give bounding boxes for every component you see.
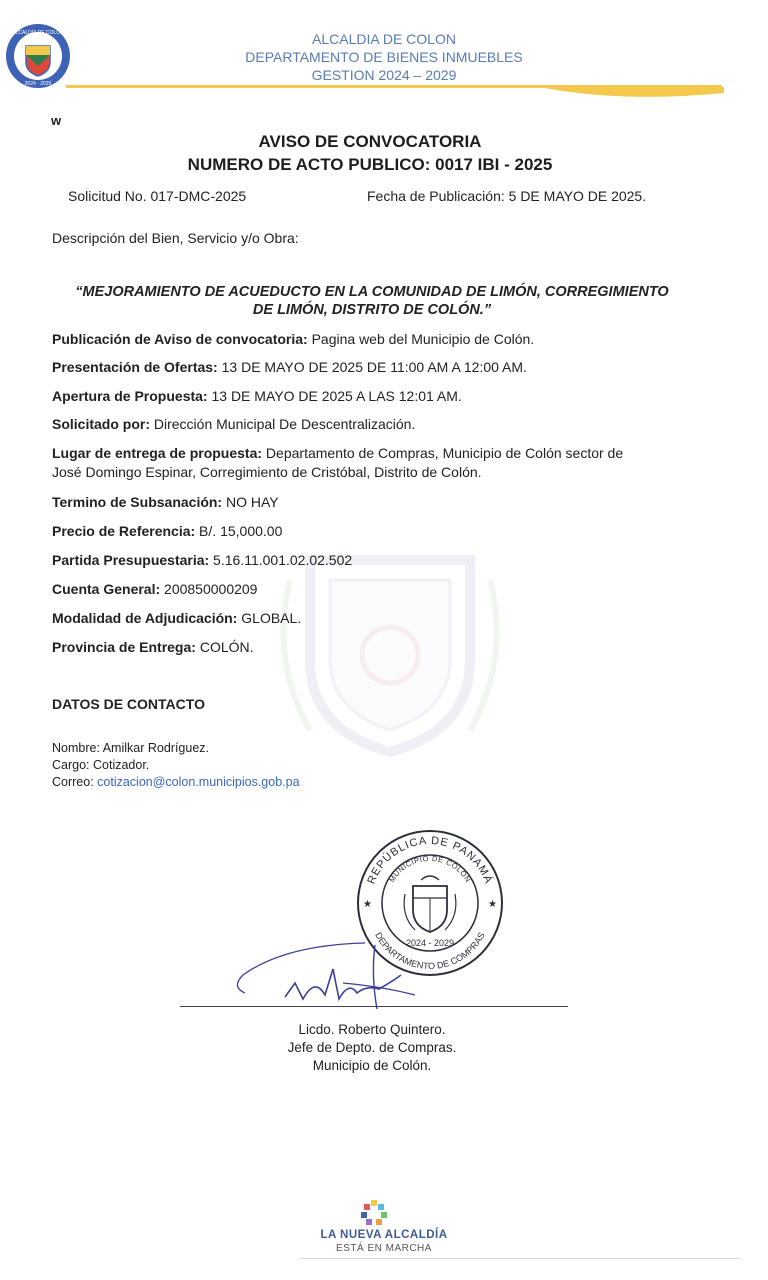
- field-label: Termino de Subsanación:: [52, 494, 223, 510]
- field-label: Modalidad de Adjudicación:: [52, 610, 238, 626]
- field-publicacion: [52, 331, 534, 347]
- field-provincia: [52, 639, 254, 655]
- stamp-bottom-text: DEPARTAMENTO DE COMPRAS: [373, 930, 487, 972]
- contact-email-row: [52, 774, 300, 791]
- field-label: Cuenta General:: [52, 581, 161, 597]
- field-value: NO HAY: [222, 494, 279, 510]
- contact-email-link[interactable]: cotizacion@colon.municipios.gob.pa: [97, 775, 300, 789]
- solicitud-number: Solicitud No. 017-DMC-2025: [68, 188, 247, 204]
- field-label: Apertura de Propuesta:: [52, 388, 208, 404]
- field-precio: [52, 523, 282, 539]
- description-line-2: DE LIMÓN, DISTRITO DE COLÓN.”: [252, 302, 492, 318]
- field-cuenta: [52, 581, 257, 597]
- footer-divider: [300, 1258, 740, 1259]
- field-label: Solicitado por:: [52, 416, 150, 432]
- field-value: 5.16.11.001.02.02.502: [209, 552, 353, 568]
- field-value: GLOBAL.: [237, 610, 302, 626]
- field-label: Precio de Referencia:: [52, 523, 196, 539]
- field-presentacion: [52, 359, 527, 375]
- field-value: Pagina web del Municipio de Colón.: [307, 331, 535, 347]
- logo-bottom-text: 2024 · 2029: [24, 81, 52, 87]
- contact-heading: DATOS DE CONTACTO: [52, 696, 205, 712]
- description-line-1: “MEJORAMIENTO DE ACUEDUCTO EN LA COMUNIDAD DE LIMÓN, CORREGIMIENTO: [75, 284, 669, 300]
- field-value: Dirección Municipal De Descentralización.: [150, 416, 416, 432]
- field-label: Partida Presupuestaria:: [52, 552, 210, 568]
- description-label: Descripción del Bien, Servicio y/o Obra:: [52, 230, 299, 246]
- contact-email-label: Correo:: [52, 775, 98, 789]
- field-value: Departamento de Compras, Municipio de Colón sector de: [262, 445, 624, 461]
- field-value: COLÓN.: [195, 639, 254, 655]
- header-line-1: ALCALDIA DE COLON: [312, 31, 456, 47]
- field-lugar-cont: José Domingo Espinar, Corregimiento de Cristóbal, Distrito de Colón.: [52, 464, 482, 480]
- field-value: 200850000209: [160, 581, 258, 597]
- field-label: Lugar de entrega de propuesta:: [52, 445, 263, 461]
- signer-name: Licdo. Roberto Quintero.: [298, 1022, 446, 1037]
- signer-role: Jefe de Depto. de Compras.: [287, 1040, 457, 1055]
- stamp-top-text: REPÚBLICA DE PANAMÁ: [365, 834, 495, 886]
- field-apertura: [52, 388, 462, 404]
- field-lugar: [52, 445, 623, 461]
- header-line-3: GESTION 2024 – 2029: [311, 67, 457, 83]
- field-modalidad: [52, 610, 301, 626]
- signer-org: Municipio de Colón.: [312, 1058, 432, 1073]
- header-line-2: DEPARTAMENTO DE BIENES INMUEBLES: [245, 49, 523, 65]
- svg-text:MUNICIPIO DE COLÓN: [387, 854, 473, 884]
- field-subsanacion: [52, 494, 279, 510]
- header-gold-swoosh-icon: [540, 83, 724, 103]
- footer-slogan-2: ESTÁ EN MARCHA: [336, 1243, 432, 1254]
- signature-line: [180, 1006, 568, 1007]
- field-value: B/. 15,000.00: [195, 523, 283, 539]
- header-mark: w: [51, 113, 62, 128]
- stamp-years: 2024 - 2029: [405, 938, 455, 948]
- footer-slogan-1: LA NUEVA ALCALDÍA: [320, 1229, 448, 1241]
- field-label: Provincia de Entrega:: [52, 639, 196, 655]
- signature-scribble-icon: [225, 925, 455, 1015]
- logo-top-text: ALCALDÍA DE COLÓN: [12, 30, 64, 36]
- field-value: 13 DE MAYO DE 2025 A LAS 12:01 AM.: [207, 388, 462, 404]
- field-label: Presentación de Ofertas:: [52, 359, 218, 375]
- field-solicitado: [52, 416, 415, 432]
- act-number: NUMERO DE ACTO PUBLICO: 0017 IBI - 2025: [187, 155, 553, 174]
- page-title: AVISO DE CONVOCATORIA: [258, 132, 482, 151]
- stamp-inner-text: MUNICIPIO DE COLÓN: [387, 853, 473, 884]
- contact-name: Nombre: Amilkar Rodríguez.: [52, 741, 210, 755]
- svg-text:★: ★: [488, 899, 497, 910]
- nueva-alcaldia-logo-icon: [358, 1198, 390, 1228]
- publication-date: Fecha de Publicación: 5 DE MAYO DE 2025.: [367, 188, 647, 204]
- field-partida: [52, 552, 352, 568]
- field-value: 13 DE MAYO DE 2025 DE 11:00 AM A 12:00 AM.: [217, 359, 527, 375]
- contact-role: Cargo: Cotizador.: [52, 758, 150, 772]
- field-label: Publicación de Aviso de convocatoria:: [52, 331, 308, 347]
- svg-text:★: ★: [363, 899, 372, 910]
